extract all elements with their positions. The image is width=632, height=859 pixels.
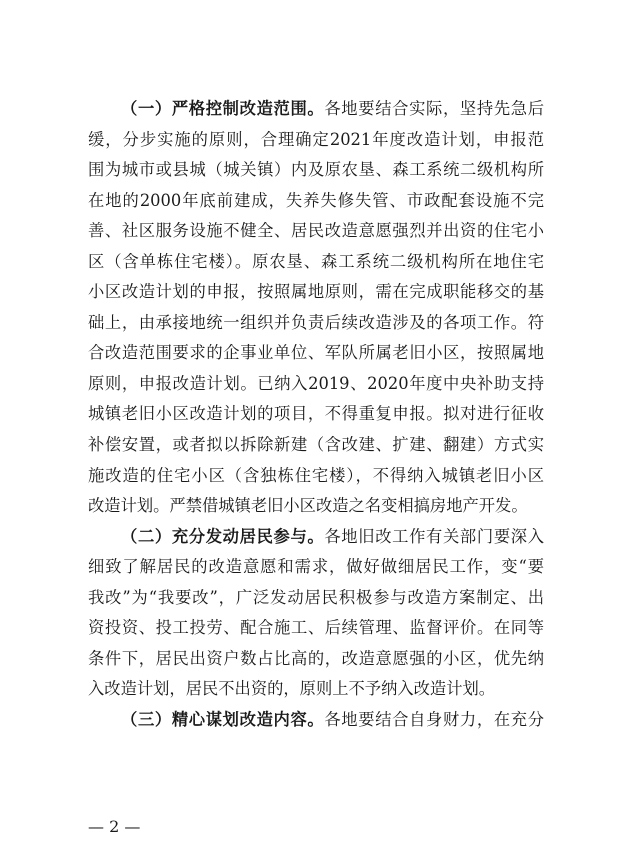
paragraph-line: 原则，申报改造计划。已纳入2019、2020年度中央补助支持 [88,373,544,393]
paragraph-line: 条件下，居民出资户数占比高的，改造意愿强的小区，优先纳 [88,648,544,668]
paragraph-line: 我改”为“我要改”，广泛发动居民积极参与改造方案制定、出 [88,587,544,607]
paragraph-1-line-1 [88,94,544,125]
paragraph-line: 补偿安置，或者拟以拆除新建（含改建、扩建、翻建）方式实 [88,435,544,455]
paragraph-2-line-1 [88,522,544,553]
paragraph-line: 合改造范围要求的企事业单位、军队所属老旧小区，按照属地 [88,343,544,363]
paragraph-3-line-1 [88,705,544,736]
paragraph-line: 施改造的住宅小区（含独栋住宅楼），不得纳入城镇老旧小区 [88,465,544,485]
paragraph-line: 区（含单栋住宅楼）。原农垦、森工系统二级机构所在地住宅 [88,251,544,271]
body-text [88,94,544,735]
paragraph-line: 入改造计划，居民不出资的，原则上不予纳入改造计划。 [88,679,496,699]
paragraph-line: 善、社区服务设施不健全、居民改造意愿强烈并出资的住宅小 [88,221,544,241]
paragraph-text: 各地要结合实际，坚持先急后 [324,99,544,118]
paragraph-line: 资投资、投工投劳、配合施工、后续管理、监督评价。在同等 [88,618,544,638]
page-number: — 2 — [88,817,141,836]
section-heading-1: （一）严格控制改造范围。 [121,99,325,118]
paragraph-line: 细致了解居民的改造意愿和需求，做好做细居民工作，变“要 [88,557,544,577]
paragraph-line: 城镇老旧小区改造计划的项目，不得重复申报。拟对进行征收 [88,404,544,424]
paragraph-line: 础上，由承接地统一组织并负责后续改造涉及的各项工作。符 [88,312,544,332]
paragraph-text: 各地要结合自身财力，在充分 [324,709,544,729]
paragraph-line: 小区改造计划的申报，按照属地原则，需在完成职能移交的基 [88,282,544,302]
paragraph-line: 围为城市或县城（城关镇）内及原农垦、森工系统二级机构所 [88,160,544,180]
section-heading-2: （二）充分发动居民参与。 [121,526,325,546]
paragraph-line: 缓，分步实施的原则，合理确定2021年度改造计划，申报范 [88,129,544,149]
section-heading-3: （三）精心谋划改造内容。 [121,709,325,729]
paragraph-text: 各地旧改工作有关部门要深入 [324,526,544,546]
paragraph-line: 改造计划。严禁借城镇老旧小区改造之名变相搞房地产开发。 [88,496,528,516]
paragraph-line: 在地的2000年底前建成，失养失修失管、市政配套设施不完 [88,190,544,210]
